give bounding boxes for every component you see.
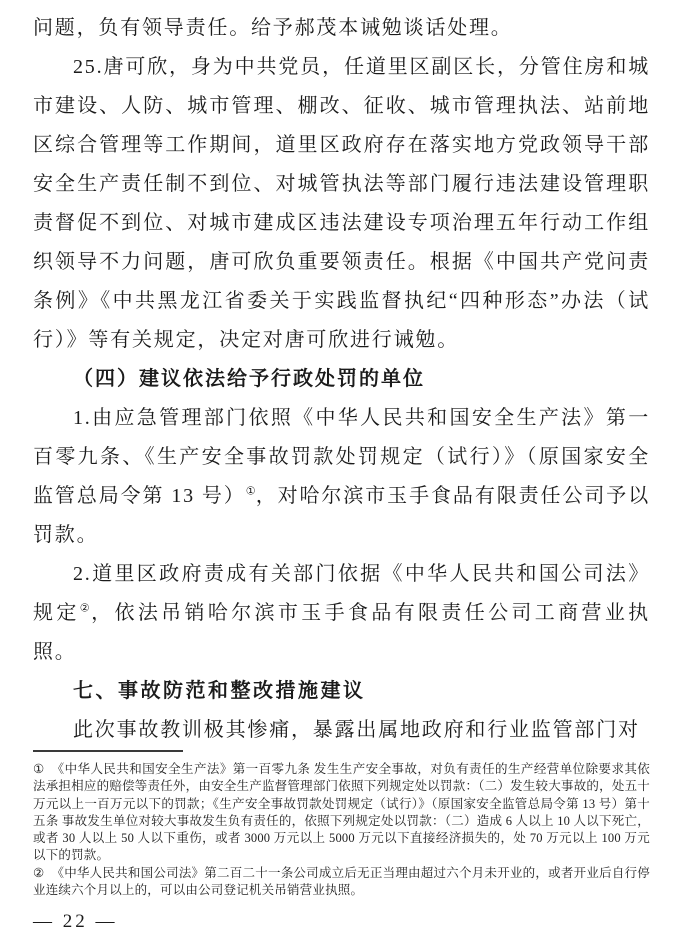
document-body: [33, 9, 650, 750]
footnote-ref-1: ①: [245, 485, 256, 498]
footnote-1-text: 《中华人民共和国安全生产法》第一百零九条 发生生产安全事故，对负有责任的生产经营单位除要求其依法承担相应的赔偿等责任外，由安全生产监督管理部门依照下列规定处以罚款：（二）发生较大事故的，处五十万元以上一百万元以下的罚款；《生产安全事故罚款处罚规定（试行）》（原国家安全监管总局令第 13 号）第十五条 事故发生单位对较大事故发生负有责任的，依照下列规定处以罚款：（二）造成 6 人以上 10 人以下死亡，或者 30 人以上 50 人以下重伤，或者 3000 万元以上 5000 万元以下直接经济损失的，处 70 万元以上 100 万元以下的罚款。: [33, 762, 651, 863]
paragraph-penalty-item-2: [33, 555, 650, 672]
page-number: — 22 —: [33, 911, 118, 933]
footnote-2-text: 《中华人民共和国公司法》第二百二十一条公司成立后无正当理由超过六个月未开业的，或者开业后自行停业连续六个月以上的，可以由公司登记机关吊销营业执照。: [33, 865, 651, 898]
paragraph-penalty-item-1: [33, 399, 650, 555]
footnote-1: [33, 761, 650, 865]
footnote-ref-2: ②: [79, 602, 92, 615]
paragraph-item-25: 25.唐可欣，身为中共党员，任道里区副区长，分管住房和城市建设、人防、城市管理、棚改、征收、城市管理执法、站前地区综合管理等工作期间，道里区政府存在落实地方党政领导干部安全生产责任制不到位、对城管执法等部门履行违法建设管理职责督促不到位、对城市建成区违法建设专项治理五年行动工作组织领导不力问题，唐可欣负重要领责任。根据《中国共产党问责条例》《中共黑龙江省委关于实践监督执纪“四种形态”办法（试行）》等有关规定，决定对唐可欣进行诫勉。: [33, 56, 650, 351]
footnote-1-marker: ①: [33, 762, 45, 776]
heading-section-seven: 七、事故防范和整改措施建议: [73, 680, 366, 702]
heading-section-four: （四）建议依法给予行政处罚的单位: [73, 368, 425, 390]
paragraph-continuation: 问题，负有领导责任。给予郝茂本诫勉谈话处理。: [33, 17, 513, 39]
footnote-divider: [33, 750, 183, 752]
paragraph-lessons: 此次事故教训极其惨痛，暴露出属地政府和行业监管部门对: [73, 719, 640, 741]
penalty-item-1-text-cont: ，对哈尔滨市玉手食品有限责任公司予以罚款。: [33, 485, 650, 546]
footnote-2: [33, 865, 650, 900]
penalty-item-2-text-cont: ，依法吊销哈尔滨市玉手食品有限责任公司工商营业执照。: [33, 602, 650, 663]
footnote-area: [33, 750, 650, 899]
footnote-2-marker: ②: [33, 865, 45, 880]
penalty-item-2-text: 2.道里区政府责成有关部门依据《中华人民共和国公司法》规定: [33, 563, 650, 624]
penalty-item-1-text: 1.由应急管理部门依照《中华人民共和国安全生产法》第一百零九条、《生产安全事故罚款处罚规定（试行）》（原国家安全监管总局令第 13 号）: [33, 407, 650, 507]
